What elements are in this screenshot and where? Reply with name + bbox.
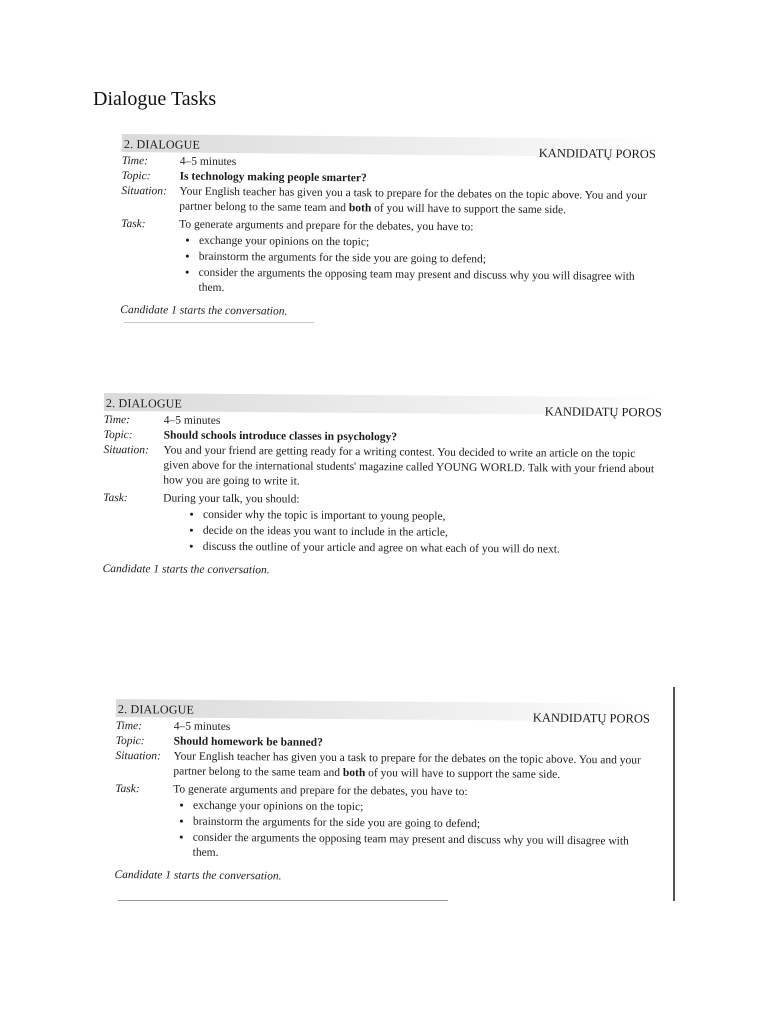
time-label: Time: xyxy=(121,154,149,168)
situation-text xyxy=(179,185,657,220)
situation-label: Situation: xyxy=(103,443,149,457)
situation-emphasis: both xyxy=(342,766,366,780)
task-label: Task: xyxy=(115,782,140,796)
situation-row xyxy=(115,749,651,784)
topic-value: Should schools introduce classes in psychology? xyxy=(163,429,398,444)
situation-text: You and your friend are getting ready for a writing contest. You decided to write an article on the topic given above for the international students' magazine called YOUNG WORLD. Talk with your friend about how you are going to write it. xyxy=(163,444,655,488)
time-value: 4–5 minutes xyxy=(179,155,237,169)
task-row xyxy=(103,491,663,560)
task-label: Task: xyxy=(103,491,128,505)
task-bullet: • consider why the topic is important to young people, xyxy=(203,508,663,527)
topic-label: Topic: xyxy=(121,169,151,183)
situation-text-part: Your English teacher has given you a task to prepare for the debates on the topic above. You and your partner belong to the same team and xyxy=(173,750,641,779)
situation-row xyxy=(103,443,663,492)
task-bullet: • brainstorm the arguments for the side you are going to defend; xyxy=(199,250,657,269)
task-row xyxy=(115,782,652,867)
conversation-starter: Candidate 1 starts the conversation. xyxy=(102,562,270,577)
time-value: 4–5 minutes xyxy=(173,720,231,733)
conversation-starter: Candidate 1 starts the conversation. xyxy=(114,868,282,883)
time-label: Time: xyxy=(103,413,131,427)
task-bullet: • decide on the ideas you want to include in the article, xyxy=(203,524,663,543)
dialogue-task-card-3 xyxy=(114,699,652,888)
situation-emphasis: both xyxy=(348,202,372,215)
divider-line xyxy=(124,322,314,323)
card-heading: 2. DIALOGUE xyxy=(117,702,195,717)
time-value: 4–5 minutes xyxy=(163,414,221,427)
situation-text-part: of you will have to support the same side. xyxy=(371,202,567,217)
task-bullet-list xyxy=(173,799,652,865)
topic-label: Topic: xyxy=(103,428,133,442)
situation-label: Situation: xyxy=(121,184,167,198)
situation-text xyxy=(173,750,651,784)
task-intro: During your talk, you should: xyxy=(163,492,300,506)
task-row xyxy=(120,217,657,302)
conversation-starter: Candidate 1 starts the conversation. xyxy=(120,303,288,318)
card-category: KANDIDATŲ POROS xyxy=(538,146,656,162)
dialogue-task-card-1 xyxy=(120,134,658,323)
card-category: KANDIDATŲ POROS xyxy=(532,710,650,726)
time-label: Time: xyxy=(115,719,143,733)
task-bullet-list xyxy=(178,234,657,301)
situation-label: Situation: xyxy=(115,749,161,763)
task-bullet-list xyxy=(163,507,663,558)
task-bullet: • discuss the outline of your article and agree on what each of you will do next. xyxy=(203,540,663,559)
task-label: Task: xyxy=(121,217,146,231)
task-bullet: • consider the arguments the opposing team may present and discuss why you will disagree with them. xyxy=(193,831,651,865)
card-category: KANDIDATŲ POROS xyxy=(544,404,662,420)
task-bullet: • exchange your opinions on the topic; xyxy=(193,799,651,818)
topic-label: Topic: xyxy=(115,734,145,748)
task-body xyxy=(163,491,663,560)
situation-row xyxy=(121,184,657,219)
divider-line xyxy=(118,900,448,901)
card-heading: 2. DIALOGUE xyxy=(123,137,201,152)
scan-edge-line xyxy=(673,687,675,901)
dialogue-task-card-2 xyxy=(103,393,664,581)
task-body xyxy=(173,783,652,867)
situation-text-part: of you will have to support the same side. xyxy=(365,767,561,781)
task-intro: To generate arguments and prepare for the debates, you have to: xyxy=(179,218,474,234)
topic-value: Is technology making people smarter? xyxy=(179,170,367,185)
task-bullet: • brainstorm the arguments for the side you are going to defend; xyxy=(193,815,651,834)
card-header xyxy=(116,699,652,726)
card-header xyxy=(104,393,664,420)
task-bullet: • exchange your opinions on the topic; xyxy=(199,234,657,253)
topic-value: Should homework be banned? xyxy=(173,735,323,749)
task-body xyxy=(178,218,657,303)
card-heading: 2. DIALOGUE xyxy=(105,396,183,411)
task-intro: To generate arguments and prepare for the debates, you have to: xyxy=(173,783,468,799)
situation-text-part: Your English teacher has given you a task to prepare for the debates on the topic above. You and your partner belong to the same team and xyxy=(179,185,647,215)
task-bullet: • consider the arguments the opposing team may present and discuss why you will disagree with them. xyxy=(198,266,656,300)
page-title: Dialogue Tasks xyxy=(93,88,217,110)
